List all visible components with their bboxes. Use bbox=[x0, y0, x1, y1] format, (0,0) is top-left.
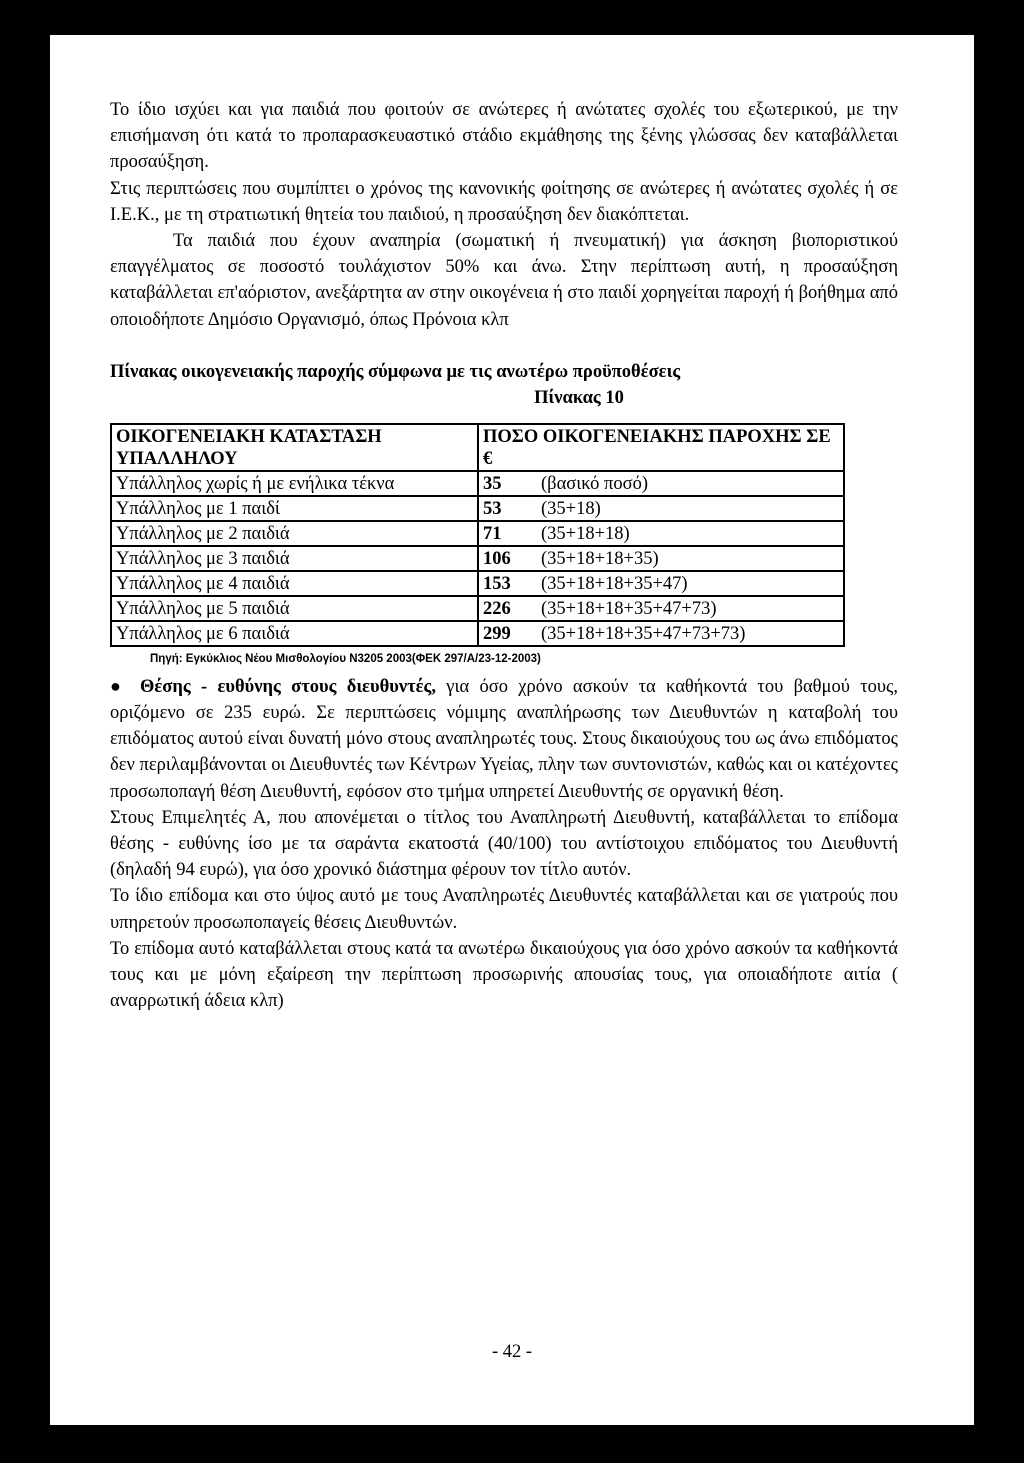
table-title: Πίνακας 10 bbox=[534, 387, 624, 408]
paragraph-foreign-schools: Το ίδιο ισχύει και για παιδιά που φοιτούν σε ανώτερες ή ανώτατες σχολές του εξωτερικού, με την επισήμανση ότι κατά το προπαρασκευαστικό στάδιο εκμάθησης της ξένης γλώσσας δεν καταβάλλεται προσαύξηση. bbox=[110, 100, 898, 173]
row-status: Υπάλληλος με 5 παιδιά bbox=[111, 596, 478, 621]
paragraph-deputy-director: Στους Επιμελητές Α, που απονέμεται ο τίτλος του Αναπληρωτή Διευθυντή, καταβάλλεται το επίδομα θέσης - ευθύνης ίσο με τα σαράντα εκατοστά (40/100) του αντίστοιχου επιδόματος του Διευθυντή (δηλαδή 94 ευρώ), για όσο χρονικό διάστημα φέρουν τον τίτλο αυτόν. bbox=[110, 807, 898, 881]
table-row bbox=[111, 596, 844, 621]
row-detail: (35+18+18) bbox=[541, 523, 630, 544]
row-amount-cell bbox=[478, 546, 844, 571]
row-amount-cell bbox=[478, 621, 844, 646]
bullet-bold-lead: Θέσης - ευθύνης στους διευθυντές, bbox=[140, 676, 436, 697]
table-row bbox=[111, 571, 844, 596]
spacer bbox=[110, 333, 898, 357]
row-amount: 153 bbox=[483, 573, 511, 594]
table-row bbox=[111, 496, 844, 521]
row-detail: (35+18+18+35+47+73) bbox=[541, 598, 717, 619]
page-number: - 42 - bbox=[491, 1342, 533, 1362]
table-source-note: Πηγή: Εγκύκλιος Νέου Μισθολογίου Ν3205 2003(ΦΕΚ 297/Α/23-12-2003) bbox=[150, 652, 541, 665]
table-row bbox=[111, 546, 844, 571]
paragraph-allowance-duration: Το επίδομα αυτό καταβάλλεται στους κατά τα ανωτέρω δικαιούχους για όσο χρόνο ασκούν τα καθήκοντά τους και με μόνη εξαίρεση την περίπτωση προσωρινής απουσίας τους, για οποιαδήποτε αιτία ( αναρρωτική άδεια κλπ) bbox=[110, 938, 898, 1012]
paragraph-same-allowance: Το ίδιο επίδομα και στο ύψος αυτό με τους Αναπληρωτές Διευθυντές καταβάλλεται και σε γιατρούς που υπηρετούν προσωποπαγείς θέσεις Διευθυντών. bbox=[110, 886, 898, 933]
table-row bbox=[111, 521, 844, 546]
header-allowance-amount: ΠΟΣΟ ΟΙΚΟΓΕΝΕΙΑΚΗΣ ΠΑΡΟΧΗΣ ΣΕ € bbox=[478, 424, 844, 471]
row-amount: 299 bbox=[483, 623, 511, 644]
paragraph-disability: Τα παιδιά που έχουν αναπηρία (σωματική ή πνευματική) για άσκηση βιοποριστικού επαγγέλματος σε ποσοστό τουλάχιστον 50% και άνω. Στην περίπτωση αυτή, η προσαύξηση καταβάλλεται επ'αόριστον, ανεξάρτητα αν στην οικογένεια ή στο παιδί χορηγείται παροχή ή βοήθημα από οποιοδήποτε Δημόσιο Οργανισμό, όπως Πρόνοια κλπ bbox=[110, 231, 899, 330]
row-amount: 226 bbox=[483, 598, 511, 619]
row-amount-cell bbox=[478, 521, 844, 546]
row-status: Υπάλληλος με 1 παιδί bbox=[111, 496, 478, 521]
header-family-status: ΟΙΚΟΓΕΝΕΙΑΚΗ ΚΑΤΑΣΤΑΣΗ ΥΠΑΛΛΗΛΟΥ bbox=[111, 424, 478, 471]
paragraph-military-service: Στις περιπτώσεις που συμπίπτει ο χρόνος της κανονικής φοίτησης σε ανώτερες ή ανώτατες σχολές ή σε Ι.Ε.Κ., με τη στρατιωτική θητεία του παιδιού, η προσαύξηση δεν διακόπτεται. bbox=[110, 178, 898, 225]
table-header-row bbox=[111, 424, 844, 471]
row-status: Υπάλληλος με 2 παιδιά bbox=[111, 521, 478, 546]
document-page bbox=[50, 35, 974, 1425]
row-detail: (35+18+18+35+47+73+73) bbox=[541, 623, 746, 644]
row-amount: 71 bbox=[483, 523, 502, 544]
row-detail: (βασικό ποσό) bbox=[541, 473, 648, 494]
row-amount-cell bbox=[478, 571, 844, 596]
family-allowance-table bbox=[110, 423, 845, 647]
row-status: Υπάλληλος με 4 παιδιά bbox=[111, 571, 478, 596]
row-detail: (35+18+18+35+47) bbox=[541, 573, 688, 594]
row-status: Υπάλληλος χωρίς ή με ενήλικα τέκνα bbox=[111, 471, 478, 496]
row-detail: (35+18+18+35) bbox=[541, 548, 659, 569]
bullet-paragraph bbox=[110, 673, 898, 805]
row-status: Υπάλληλος με 6 παιδιά bbox=[111, 621, 478, 646]
page-content bbox=[110, 97, 898, 1014]
row-detail: (35+18) bbox=[541, 498, 601, 519]
row-amount: 35 bbox=[483, 473, 502, 494]
table-row bbox=[111, 621, 844, 646]
table-row bbox=[111, 471, 844, 496]
table-heading: Πίνακας οικογενειακής παροχής σύμφωνα με τις ανωτέρω προϋποθέσεις bbox=[110, 361, 681, 382]
row-amount-cell bbox=[478, 596, 844, 621]
row-amount: 106 bbox=[483, 548, 511, 569]
row-amount-cell bbox=[478, 496, 844, 521]
row-amount-cell bbox=[478, 471, 844, 496]
row-status: Υπάλληλος με 3 παιδιά bbox=[111, 546, 478, 571]
row-amount: 53 bbox=[483, 498, 502, 519]
bullet-icon: ● bbox=[110, 675, 121, 696]
bullet-text: για όσο χρόνο ασκούν τα καθήκοντά του βαθμού τους, οριζόμενο σε 235 ευρώ. Σε περιπτώσεις νόμιμης αναπλήρωσης των Διευθυντών η καταβολή του επιδόματος αυτού είναι δυνατή μόνο στους αναπληρωτές τους. Στους δικαιούχους του ως άνω επιδόματος δεν περιλαμβάνονται οι Διευθυντές των Κέντρων Υγείας, πλην των συντονιστών, καθώς και οι κατέχοντες προσωποπαγή θέση Διευθυντή, εφόσον στο τμήμα υπηρετεί Διευθυντής σε οργανική θέση. bbox=[110, 676, 898, 802]
